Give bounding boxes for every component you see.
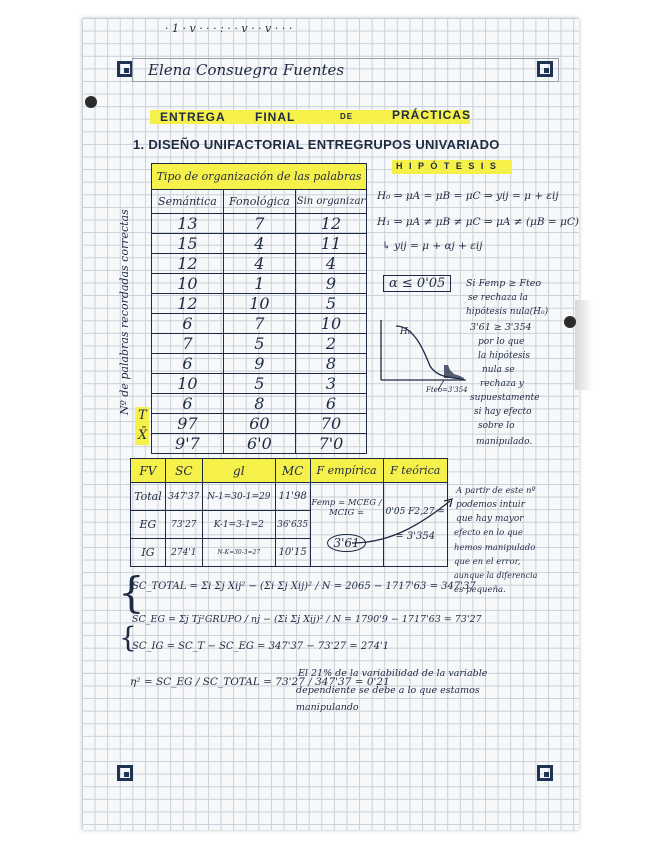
- decision-line: se rechaza la: [468, 293, 528, 303]
- decision-line: la hipótesis: [478, 351, 531, 361]
- section-title: 1. DISEÑO UNIFACTORIAL ENTREGRUPOS UNIVARIADO: [133, 137, 500, 152]
- banner-word: ENTREGA: [160, 110, 226, 124]
- mean-cell: 7'0: [295, 434, 366, 454]
- eta-note-line: El 21% de la variabilidad de la variable: [298, 668, 488, 679]
- table-cell: 8: [295, 354, 366, 374]
- table-cell: 4: [295, 254, 366, 274]
- table-cell: 11: [295, 234, 366, 254]
- anova-source: IG: [131, 539, 166, 567]
- decision-line: por lo que: [478, 337, 525, 347]
- mean-label: X̄: [138, 428, 148, 443]
- column-header: Fonológica: [223, 190, 295, 214]
- corner-mark-bottom-left: [117, 765, 133, 781]
- f-teo-formula: 0'05 F2,27 =: [385, 507, 445, 517]
- table-cell: 7: [152, 334, 224, 354]
- table-cell: 7: [223, 214, 295, 234]
- formula-sc-eg: SC_EG = Σj Tj²GRUPO / nj − (Σi Σj Xij)² / N = 1790'9 − 1717'63 = 73'27: [132, 614, 482, 625]
- table-cell: 10: [152, 374, 224, 394]
- anova-cell: N-1=30-1=29: [202, 483, 275, 511]
- table-cell: 4: [223, 234, 295, 254]
- table-cell: 9: [223, 354, 295, 374]
- column-header: Semántica: [152, 190, 224, 214]
- formula-sc-ig: SC_IG = SC_T − SC_EG = 347'37 − 73'27 = 274'1: [132, 641, 390, 652]
- decision-line: 3'61 ≥ 3'354: [470, 322, 532, 333]
- table-cell: 10: [295, 314, 366, 334]
- side-note-line: A partir de este nº: [456, 486, 536, 496]
- table-cell: 7: [223, 314, 295, 334]
- column-header: Sin organizar: [295, 190, 366, 214]
- eta-note-line: dependiente se debe a lo que estamos: [296, 685, 480, 696]
- decision-line: sobre lo: [478, 421, 515, 431]
- f-distribution-sketch: [378, 318, 468, 396]
- total-cell: 97: [152, 414, 224, 434]
- table-cell: 2: [295, 334, 366, 354]
- anova-source: EG: [131, 511, 166, 539]
- formula-sc-total: SC_TOTAL = Σi Σj Xij² − (Σi Σj Xij)² / N = 2065 − 1717'63 = 347'37: [132, 581, 476, 592]
- banner-word: FINAL: [255, 110, 296, 124]
- anova-header: FV: [131, 459, 166, 483]
- arrow-to-note: [340, 495, 460, 555]
- table-cell: 5: [223, 374, 295, 394]
- side-note-line: es pequeña.: [454, 585, 506, 595]
- data-table: [151, 163, 367, 454]
- table-cell: 6: [152, 394, 224, 414]
- formula-brace: {: [119, 621, 137, 654]
- alpha-box: α ≤ 0'05: [383, 275, 451, 292]
- decision-line: rechaza y: [480, 379, 524, 389]
- top-scribble: · 1 · v · · · : · · v · · v · · ·: [165, 22, 293, 35]
- curve-f-label: Fteo=3'354: [426, 386, 468, 394]
- anova-cell: N-K=30-3=27: [202, 539, 275, 567]
- side-note-line: hemos manipulado: [454, 543, 536, 553]
- decision-line: supuestamente: [470, 393, 540, 403]
- table-cell: 6: [152, 354, 224, 374]
- table-cell: 1: [223, 274, 295, 294]
- anova-cell: 73'27: [165, 511, 202, 539]
- table-cell: 12: [295, 214, 366, 234]
- table-cell: 6: [295, 394, 366, 414]
- table-header-top: Tipo de organización de las palabras: [152, 164, 367, 190]
- f-emp-formula: Femp = MCEG / MCIG =: [311, 497, 382, 518]
- table-cell: 3: [295, 374, 366, 394]
- student-name: Elena Consuegra Fuentes: [148, 61, 345, 79]
- mean-cell: 9'7: [152, 434, 224, 454]
- table-cell: 5: [223, 334, 295, 354]
- formula-eta: η² = SC_EG / SC_TOTAL = 73'27 / 347'37 = 0'21: [130, 676, 390, 688]
- table-cell: 13: [152, 214, 224, 234]
- anova-header: F empírica: [310, 459, 383, 483]
- anova-header: SC: [165, 459, 202, 483]
- table-cell: 8: [223, 394, 295, 414]
- anova-cell: 36'635: [275, 511, 310, 539]
- anova-cell: 347'37: [165, 483, 202, 511]
- corner-mark-bottom-right: [537, 765, 553, 781]
- page-edge-shadow: [575, 300, 593, 390]
- decision-line: manipulado.: [476, 437, 533, 447]
- formula-brace: {: [118, 568, 145, 617]
- side-note-line: podemos intuir: [456, 500, 525, 510]
- hypothesis-model: ↳ yij = μ + αj + εij: [382, 240, 483, 252]
- total-cell: 60: [223, 414, 295, 434]
- table-cell: 9: [295, 274, 366, 294]
- hypothesis-title: H I P Ó T E S I S: [396, 161, 498, 171]
- table-cell: 6: [152, 314, 224, 334]
- hypothesis-alt: H₁ ⇒ μA ≠ μB ≠ μC ⇒ μA ≠ (μB = μC): [377, 216, 580, 228]
- side-note-line: que hay mayor: [456, 514, 524, 524]
- anova-cell: 274'1: [165, 539, 202, 567]
- total-label: T: [138, 408, 147, 423]
- table-cell: 12: [152, 294, 224, 314]
- decision-line: nula se: [482, 365, 515, 375]
- side-note-line: que en el error,: [454, 557, 521, 567]
- table-cell: 15: [152, 234, 224, 254]
- banner-word: PRÁCTICAS: [392, 108, 472, 122]
- anova-cell: 11'98: [275, 483, 310, 511]
- anova-header: MC: [275, 459, 310, 483]
- table-cell: 5: [295, 294, 366, 314]
- side-note-line: efecto en lo que: [454, 528, 523, 538]
- punch-hole: [85, 96, 97, 108]
- anova-header: F teórica: [383, 459, 448, 483]
- table-cell: 10: [152, 274, 224, 294]
- table-cell: 10: [223, 294, 295, 314]
- decision-line: si hay efecto: [474, 407, 532, 417]
- eta-note-line: manipulando: [296, 702, 359, 713]
- banner-word: DE: [340, 112, 354, 121]
- side-note-line: aunque la diferencia: [454, 571, 538, 580]
- anova-cell: K-1=3-1=2: [202, 511, 275, 539]
- f-teo-value: = 3'354: [395, 531, 436, 542]
- anova-source: Total: [131, 483, 166, 511]
- decision-line: Si Femp ≥ Fteo: [466, 278, 542, 289]
- side-label: Nº de palabras recordadas correctas: [118, 209, 131, 415]
- table-cell: 12: [152, 254, 224, 274]
- table-cell: 4: [223, 254, 295, 274]
- total-cell: 70: [295, 414, 366, 434]
- anova-cell: 10'15: [275, 539, 310, 567]
- hypothesis-null: H₀ ⇒ μA = μB = μC ⇒ yij = μ + εij: [377, 190, 559, 202]
- anova-header: gl: [202, 459, 275, 483]
- decision-line: hipótesis nula(H₀): [466, 307, 549, 317]
- mean-cell: 6'0: [223, 434, 295, 454]
- corner-mark-top-left: [117, 61, 133, 77]
- f-emp-value: 3'61: [327, 534, 365, 552]
- curve-h0-label: H₀: [400, 327, 412, 337]
- punch-hole: [564, 316, 576, 328]
